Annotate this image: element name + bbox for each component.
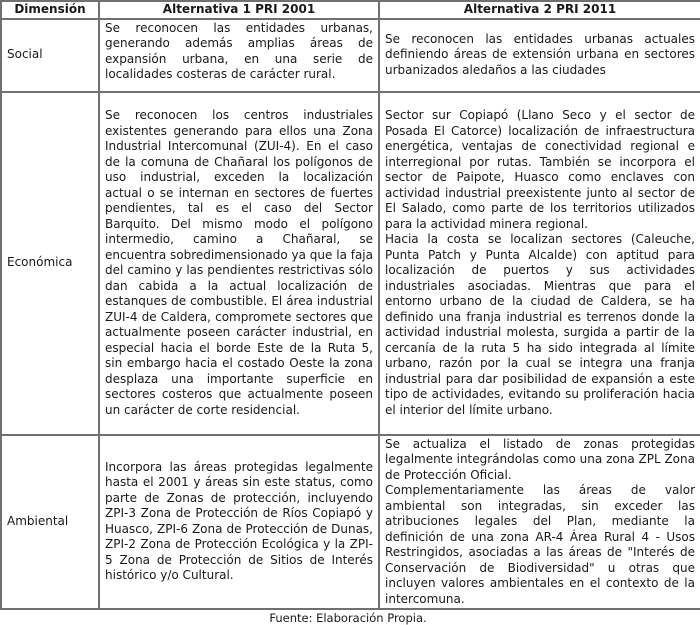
dimension-cell: Económica <box>1 92 99 435</box>
cell-paragraph: Complementariamente las áreas de valor ambiental son integradas, sin exceder las atribuciones legales del Plan, mediante la definición de una zona AR-4 Área Rural 4 - Usos Restringidos, asociadas a las áreas de "Interés de Conservación de Biodiversidad" u otras que incluyen valores ambientales en el contexto de la intercomuna. <box>385 483 695 606</box>
cell-paragraph: Se reconocen las entidades urbanas, generando además amplias áreas de expansión urbana, en una serie de localidades costeras de carácter rural. <box>105 20 373 81</box>
source-caption: Fuente: Elaboración Propia. <box>269 611 427 625</box>
table-row-ambiental <box>1 435 700 610</box>
alt2-cell <box>379 92 700 435</box>
cell-paragraph: Incorpora las áreas protegidas legalmente hasta el 2001 y áreas sin este status, como parte de Zonas de protección, incluyendo ZPI-3 Zona de Protección de Ríos Copiapó y Huasco, ZPI-6 Zona de Protección de Dunas, ZPI-2 Zona de Protección Ecológica y la ZPI-5 Zona de Protección de Sitios de Interés histórico y/o Cultural. <box>105 459 373 583</box>
alt2-cell <box>379 435 700 610</box>
alt1-cell <box>99 435 379 610</box>
alt2-cell <box>379 19 700 92</box>
cell-paragraph: Se reconocen las entidades urbanas actuales definiendo áreas de extensión urbana en sectores urbanizados aledaños a las ciudades <box>385 31 695 77</box>
alt1-cell <box>99 92 379 435</box>
header-alternativa-1: Alternativa 1 PRI 2001 <box>99 1 379 19</box>
alt1-cell <box>99 19 379 92</box>
header-row <box>1 1 700 19</box>
table-row-social <box>1 19 700 92</box>
cell-paragraph: Se reconocen los centros industriales existentes generando para ellos una Zona Industrial Intercomunal (ZUI-4). En el caso de la comuna de Chañaral los polígonos de uso industrial, exceden la localización actual o se internan en sectores de fuertes pendientes, tal es el caso del Sector Barquito. Del mismo modo el polígono intermedio, camino a Chañaral, se encuentra sobredimensionado ya que la faja del camino y las pendientes restrictivas sólo dan cabida a la actual localización de estanques de combustible. El área industrial ZUI-4 de Caldera, compromete sectores que actualmente poseen carácter industrial, en especial hacia el borde Este de la Ruta 5, sin embargo hacia el costado Oeste la zona desplaza una importante superficie en sectores costeros que actualmente poseen un carácter de corte residencial. <box>105 108 373 417</box>
dimension-cell: Social <box>1 19 99 92</box>
header-dimension: Dimensión <box>1 1 99 19</box>
table-row-economica <box>1 92 700 435</box>
dimension-cell: Ambiental <box>1 435 99 610</box>
cell-paragraph: Sector sur Copiapó (Llano Seco y el sector de Posada El Catorce) localización de infraestructura energética, ventajas de conectividad regional e interregional por rutas. También se incorpora el sector de Paipote, Huasco como enclaves con actividad industrial preexistente junto al sector de El Salado, como parte de los territorios utilizados para la actividad minera regional. <box>385 108 695 231</box>
cell-paragraph: Se actualiza el listado de zonas protegidas legalmente integrándolas como una zona ZPL Zona de Protección Oficial. <box>385 436 695 482</box>
cell-paragraph: Hacia la costa se localizan sectores (Caleuche, Punta Patch y Punta Alcalde) con aptitud para localización de puertos y sus actividades industriales asociadas. Mientras que para el entorno urbano de la ciudad de Caldera, se ha definido una franja industrial es terrenos donde la actividad industrial molesta, surgida a partir de la cercanía de la ruta 5 ha sido integrada al límite urbano, razón por la cual se integra una franja industrial para dar posibilidad de expansión a este tipo de actividades, evitando su proliferación hacia el interior del límite urbano. <box>385 232 695 417</box>
header-alternativa-2: Alternativa 2 PRI 2011 <box>379 1 700 19</box>
